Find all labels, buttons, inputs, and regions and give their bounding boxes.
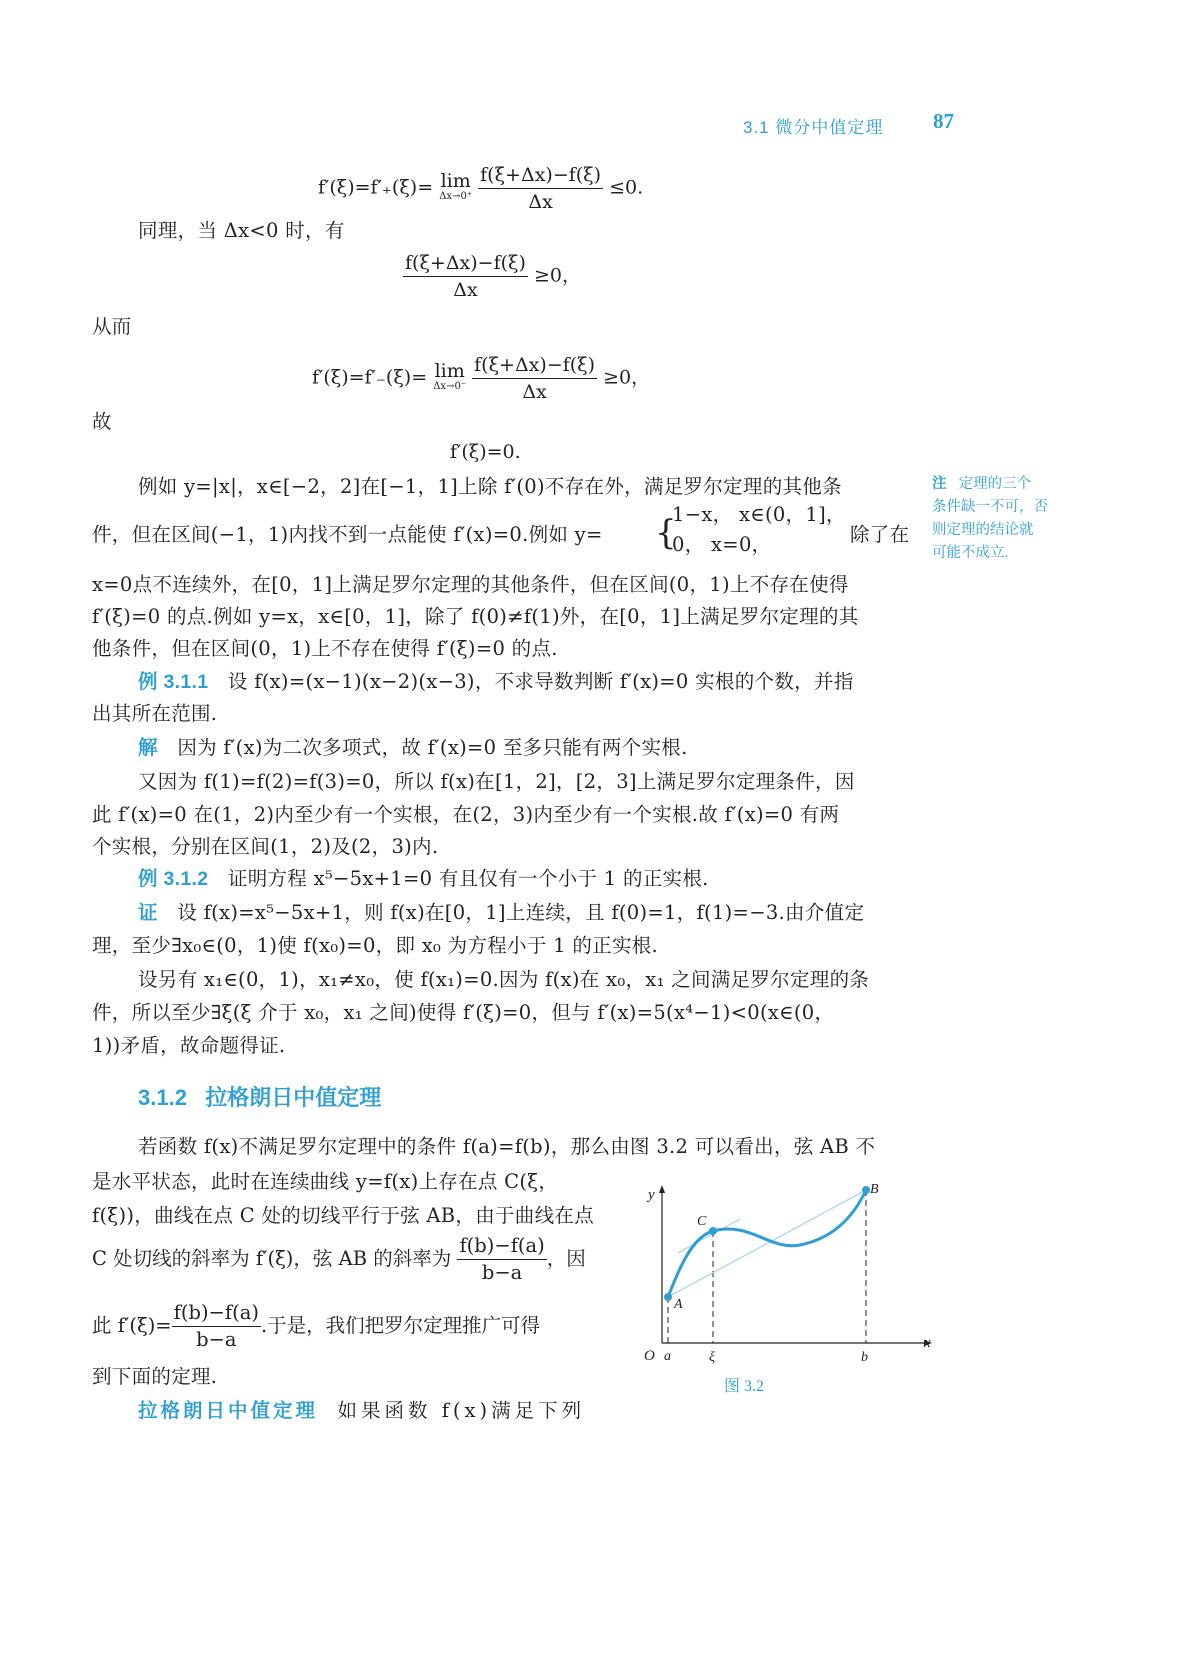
theorem-label: 拉格朗日中值定理 xyxy=(138,1400,319,1422)
paragraph-line: f′(ξ)=0 的点.例如 y=x，x∈[0，1]，除了 f(0)≠f(1)外，在[0，1]上满足罗尔定理的其 xyxy=(92,605,859,628)
equation-left-derivative xyxy=(312,352,650,405)
paragraph-line: x=0点不连续外，在[0，1]上满足罗尔定理的其他条件，但在区间(0，1)上不存在使得 xyxy=(92,573,849,596)
paragraph-line: 他条件，但在区间(0，1)上不存在使得 f′(ξ)=0 的点. xyxy=(92,637,558,660)
text-span: C 处切线的斜率为 f′(ξ)，弦 AB 的斜率为 xyxy=(92,1247,452,1270)
theorem-line xyxy=(138,1394,585,1428)
paragraph-line-with-fraction xyxy=(92,1233,586,1286)
equation-right-derivative xyxy=(318,162,643,215)
label-x: x xyxy=(924,1335,931,1351)
example-line xyxy=(138,665,854,699)
example-text: 证明方程 x⁵−5x+1=0 有且仅有一个小于 1 的正实根. xyxy=(227,867,709,890)
label-b-tick: b xyxy=(861,1350,868,1365)
page-number: 87 xyxy=(933,109,954,133)
label-a-tick: a xyxy=(664,1349,671,1364)
text-span: 此 f′(ξ)= xyxy=(92,1314,172,1337)
eq3-lhs: f′(ξ)=f′₋(ξ)= xyxy=(312,366,428,389)
paragraph-text: 故 xyxy=(92,410,112,433)
label-y: y xyxy=(648,1187,655,1203)
case-line: 1−x， x∈(0，1]， xyxy=(672,503,846,526)
label-origin: O xyxy=(644,1348,655,1364)
section-heading xyxy=(138,1081,381,1112)
running-header: 3.1 微分中值定理 xyxy=(743,118,884,137)
eq1-fraction: $\frac{f(\xi+\Delta x)-f(\xi)}{\Delta x}$ xyxy=(480,164,602,213)
solution-line: 又因为 f(1)=f(2)=f(3)=0，所以 f(x)在[1，2]，[2，3]上满足罗尔定理条件，因 xyxy=(138,770,855,793)
eq1-lhs: f′(ξ)=f′₊(ξ)= xyxy=(318,176,434,199)
example-line: 出其所在范围. xyxy=(92,702,218,725)
solution-line: 个实根，分别在区间(1，2)及(2，3)内. xyxy=(92,835,439,858)
paragraph-line: 件，但在区间(−1，1)内找不到一点能使 f′(x)=0.例如 y= xyxy=(92,523,603,546)
y-axis-arrow-icon xyxy=(659,1185,665,1193)
solution-label: 解 xyxy=(138,737,158,759)
side-note-line: 可能不成立. xyxy=(932,545,1009,561)
slope-fraction: $\frac{f(b)-f(a)}{b-a}$ xyxy=(459,1234,545,1284)
example-text: 设 f(x)=(x−1)(x−2)(x−3)，不求导数判断 f′(x)=0 实根的个数，并指 xyxy=(227,670,854,693)
paragraph-text: 从而 xyxy=(92,315,132,338)
paragraph-line-with-fraction xyxy=(92,1300,540,1353)
label-b-point: B xyxy=(870,1182,879,1197)
side-note-line: 条件缺一不可，否 xyxy=(932,499,1048,515)
solution-text: 因为 f′(x)为二次多项式，故 f′(x)=0 至多只能有两个实根. xyxy=(177,736,688,759)
case-line: 0， x=0， xyxy=(672,533,772,556)
side-note xyxy=(932,473,1048,565)
eq3-fraction: $\frac{f(\xi+\Delta x)-f(\xi)}{\Delta x}$ xyxy=(474,354,596,403)
section-number: 3.1.2 xyxy=(138,1085,187,1110)
eq2-rhs: ≥0， xyxy=(533,264,581,287)
eq1-rhs: ≤0. xyxy=(609,176,644,199)
eq1-limit: lim Δx→0⁺ xyxy=(439,169,473,202)
paragraph-line: f(ξ))，曲线在点 C 处的切线平行于弦 AB，由于曲线在点 xyxy=(92,1204,595,1227)
proof-line: 设另有 x₁∈(0，1)，x₁≠x₀，使 f(x₁)=0.因为 f(x)在 x₀，x₁ 之间满足罗尔定理的条 xyxy=(138,968,870,991)
eq3-rhs: ≥0， xyxy=(603,366,651,389)
figure-caption: 图 3.2 xyxy=(724,1378,765,1395)
label-c-point: C xyxy=(697,1214,707,1229)
chord-ab xyxy=(668,1190,866,1297)
example-label: 例 3.1.1 xyxy=(138,671,209,693)
proof-label: 证 xyxy=(138,902,158,924)
paragraph-line: 例如 y=|x|，x∈[−2，2]在[−1，1]上除 f′(0)不存在外，满足罗尔定理的其他条 xyxy=(138,475,842,498)
point-b xyxy=(862,1186,870,1194)
point-c xyxy=(709,1227,717,1235)
slope-fraction: $\frac{f(b)-f(a)}{b-a}$ xyxy=(173,1301,259,1351)
solution-line xyxy=(138,731,688,765)
example-line xyxy=(138,862,709,896)
text-span: .于是，我们把罗尔定理推广可得 xyxy=(260,1314,541,1337)
side-note-label: 注 xyxy=(932,476,947,492)
figure-mean-value xyxy=(640,1175,940,1370)
point-a xyxy=(664,1293,672,1301)
eq2-fraction: $\frac{f(\xi+\Delta x)-f(\xi)}{\Delta x}$ xyxy=(405,252,526,301)
paragraph-line: 除了在 xyxy=(850,523,910,546)
side-note-line: 则定理的结论就 xyxy=(932,522,1034,538)
proof-line: 件，所以至少∃ξ(ξ 介于 x₀，x₁ 之间)使得 f′(ξ)=0，但与 f′(x)=5(x⁴−1)<0(x∈(0， xyxy=(92,1001,835,1024)
theorem-text: 如果函数 f(x)满足下列 xyxy=(337,1399,586,1422)
proof-line: 理，至少∃x₀∈(0，1)使 f(x₀)=0，即 x₀ 为方程小于 1 的正实根. xyxy=(92,934,659,957)
equation-inequality xyxy=(403,250,581,303)
solution-line: 此 f′(x)=0 在(1，2)内至少有一个实根，在(2，3)内至少有一个实根.故 f′(x)=0 有两 xyxy=(92,803,840,826)
proof-text: 设 f(x)=x⁵−5x+1，则 f(x)在[0，1]上连续，且 f(0)=1，f(1)=−3.由介值定 xyxy=(177,901,865,924)
paragraph-line: 到下面的定理. xyxy=(92,1365,218,1388)
eq3-limit: lim Δx→0⁻ xyxy=(433,359,467,392)
paragraph-line: 若函数 f(x)不满足罗尔定理中的条件 f(a)=f(b)，那么由图 3.2 可以看出，弦 AB 不 xyxy=(138,1135,876,1158)
tangent-line-c xyxy=(678,1219,740,1253)
section-title: 拉格朗日中值定理 xyxy=(205,1085,382,1110)
proof-line xyxy=(138,896,864,930)
label-xi-tick: ξ xyxy=(709,1350,715,1365)
side-note-line: 定理的三个 xyxy=(958,476,1032,492)
paragraph-line: 是水平状态，此时在连续曲线 y=f(x)上存在点 C(ξ， xyxy=(92,1170,559,1193)
example-label: 例 3.1.2 xyxy=(138,868,209,890)
text-span: ，因 xyxy=(546,1247,586,1270)
equation-result: f′(ξ)=0. xyxy=(450,441,521,463)
paragraph-text: 同理，当 Δx<0 时，有 xyxy=(138,219,345,242)
brace-icon: { xyxy=(655,513,677,553)
label-a-point: A xyxy=(674,1297,683,1312)
proof-line: 1))矛盾，故命题得证. xyxy=(92,1034,286,1057)
